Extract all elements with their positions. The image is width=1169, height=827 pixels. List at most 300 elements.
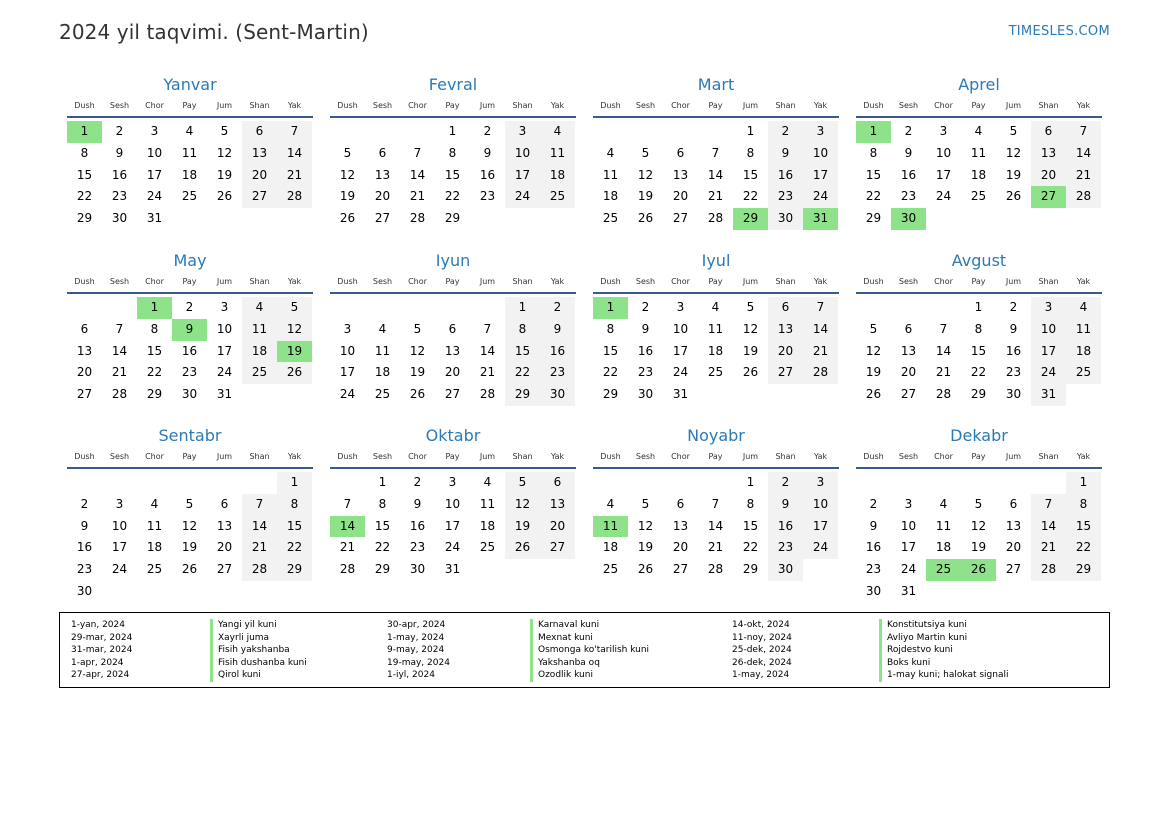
weekday-label: Yak: [287, 277, 302, 286]
day-cell: 30: [76, 583, 93, 598]
day-cell: 6: [1009, 496, 1018, 511]
day-cell: 30: [1005, 387, 1022, 402]
weekday-label: Jum: [1005, 452, 1022, 461]
weekend-day-cell: 7: [277, 121, 312, 143]
holiday-name: Yangi yil kuni: [210, 619, 307, 632]
day-cell: 19: [1005, 167, 1022, 182]
day-cell: 26: [339, 211, 356, 226]
day-cell: 18: [181, 167, 198, 182]
weekday-label: Pay: [445, 277, 460, 286]
holiday-name: Osmonga ko'tarilish kuni: [530, 644, 649, 657]
day-cell: 9: [483, 145, 492, 160]
empty-day-cell: [1066, 384, 1101, 406]
day-cell: 17: [111, 540, 128, 555]
day-cell: 16: [900, 167, 917, 182]
day-cell: 6: [676, 145, 685, 160]
day-cell: 11: [602, 167, 619, 182]
empty-day-cell: [663, 121, 698, 143]
day-cell: 22: [602, 365, 619, 380]
month-name: Oktabr: [425, 426, 481, 445]
legend-date-column: [387, 619, 450, 682]
month-name: Sentabr: [158, 426, 222, 445]
day-cell: 6: [448, 321, 457, 336]
weekday-label: Shan: [512, 101, 533, 110]
month-name: Iyun: [435, 251, 471, 270]
weekend-day-cell: 28: [1031, 559, 1066, 581]
empty-day-cell: [803, 559, 838, 581]
day-cell: 26: [181, 562, 198, 577]
month-may: [67, 250, 313, 406]
day-cell: 28: [409, 211, 426, 226]
empty-day-cell: [628, 121, 663, 143]
weekend-day-cell: 6: [768, 297, 803, 319]
day-cell: 9: [80, 518, 89, 533]
day-cell: 15: [602, 343, 619, 358]
weekend-day-cell: 25: [540, 186, 575, 208]
day-cell: 5: [974, 496, 983, 511]
weekday-label: Chor: [145, 452, 164, 461]
weekday-label: Dush: [600, 452, 621, 461]
weekend-day-cell: 3: [1031, 297, 1066, 319]
week-row: [856, 537, 1102, 559]
day-cell: 7: [413, 145, 422, 160]
day-cell: 8: [974, 321, 983, 336]
day-cell: 5: [185, 496, 194, 511]
day-cell: 14: [935, 343, 952, 358]
day-cell: 13: [76, 343, 93, 358]
weekend-day-cell: 14: [803, 319, 838, 341]
day-cell: 26: [1005, 189, 1022, 204]
legend-date-column: [71, 619, 132, 682]
day-cell: 27: [216, 562, 233, 577]
day-cell: 13: [444, 343, 461, 358]
day-cell: 6: [676, 496, 685, 511]
month-mart: [593, 74, 839, 230]
legend-name-column: [879, 619, 1009, 682]
weekday-label: Pay: [971, 277, 986, 286]
weekend-day-cell: 12: [277, 319, 312, 341]
day-cell: 18: [707, 343, 724, 358]
day-cell: 1: [974, 300, 983, 314]
weekend-day-cell: 25: [1066, 362, 1101, 384]
day-cell: 23: [1005, 365, 1022, 380]
week-row: [593, 208, 839, 230]
day-cell: 15: [374, 518, 391, 533]
day-cell: 11: [935, 518, 952, 533]
day-cell: 16: [1005, 343, 1022, 358]
empty-day-cell: [891, 472, 926, 494]
weekend-day-cell: 29: [505, 384, 540, 406]
weekday-label: Chor: [671, 101, 690, 110]
day-cell: 22: [146, 365, 163, 380]
site-logo-link[interactable]: TIMESLES.COM: [1008, 24, 1110, 39]
weekday-label: Chor: [145, 277, 164, 286]
day-cell: 19: [865, 365, 882, 380]
day-cell: 9: [413, 496, 422, 511]
weekday-label: Yak: [287, 452, 302, 461]
week-row: [856, 516, 1102, 538]
empty-day-cell: [102, 472, 137, 494]
weekend-day-cell: 23: [540, 362, 575, 384]
week-row: [593, 537, 839, 559]
weekday-header: [593, 447, 839, 469]
day-cell: 16: [865, 540, 882, 555]
empty-day-cell: [926, 472, 961, 494]
empty-day-cell: [435, 297, 470, 319]
holiday-name: Qirol kuni: [210, 669, 307, 682]
weekend-day-cell: 7: [1066, 121, 1101, 143]
empty-day-cell: [277, 384, 312, 406]
day-cell: 18: [970, 167, 987, 182]
day-cell: 27: [374, 211, 391, 226]
weekday-label: Sesh: [898, 452, 919, 461]
empty-day-cell: [330, 297, 365, 319]
month-name: Iyul: [701, 251, 731, 270]
day-cell: 15: [970, 343, 987, 358]
day-cell: 23: [900, 189, 917, 204]
day-cell: 4: [606, 145, 615, 160]
empty-day-cell: [505, 559, 540, 581]
week-row: [67, 581, 313, 603]
weekend-day-cell: 5: [505, 472, 540, 494]
day-cell: 23: [637, 365, 654, 380]
month-name: Avgust: [951, 251, 1007, 270]
week-row: [856, 143, 1102, 165]
weekday-label: Yak: [550, 277, 565, 286]
day-cell: 13: [672, 167, 689, 182]
day-cell: 3: [150, 124, 159, 138]
day-cell: 3: [343, 321, 352, 336]
weekend-day-cell: 14: [242, 516, 277, 538]
page-title: 2024 yil taqvimi. (Sent-Martin): [59, 20, 369, 44]
day-cell: 25: [970, 189, 987, 204]
day-cell: 15: [444, 167, 461, 182]
empty-day-cell: [961, 472, 996, 494]
day-cell: 26: [216, 189, 233, 204]
day-cell: 4: [974, 124, 983, 138]
weekday-label: Sesh: [635, 277, 656, 286]
holiday-name: Yakshanba oq: [530, 657, 649, 670]
holiday-date: 31-mar, 2024: [71, 645, 133, 655]
week-row: [67, 472, 313, 494]
weekday-header: [67, 447, 313, 469]
day-cell: 5: [1009, 124, 1018, 138]
week-row: [593, 516, 839, 538]
weekend-day-cell: 19: [505, 516, 540, 538]
day-cell: 13: [900, 343, 917, 358]
weekday-label: Sesh: [372, 452, 393, 461]
legend-name-column: [530, 619, 649, 682]
day-cell: 18: [479, 518, 496, 533]
holiday-day-cell: 14: [330, 516, 365, 538]
day-cell: 7: [711, 496, 720, 511]
weekday-label: Shan: [775, 452, 796, 461]
weekend-day-cell: 8: [1066, 494, 1101, 516]
holiday-name: Karnaval kuni: [530, 619, 649, 632]
day-cell: 23: [865, 562, 882, 577]
weekday-label: Shan: [512, 277, 533, 286]
day-cell: 11: [707, 321, 724, 336]
weekday-label: Shan: [249, 277, 270, 286]
weekend-day-cell: 28: [803, 362, 838, 384]
weekday-label: Yak: [287, 101, 302, 110]
weekday-label: Sesh: [109, 277, 130, 286]
week-row: [593, 362, 839, 384]
day-cell: 19: [181, 540, 198, 555]
day-cell: 2: [80, 496, 89, 511]
weekend-day-cell: 23: [768, 537, 803, 559]
weekday-label: Sesh: [635, 101, 656, 110]
month-name: Aprel: [958, 75, 1000, 94]
week-row: [593, 494, 839, 516]
empty-day-cell: [1066, 581, 1101, 603]
day-cell: 4: [185, 124, 194, 138]
day-cell: 17: [339, 365, 356, 380]
day-cell: 31: [672, 387, 689, 402]
day-cell: 5: [220, 124, 229, 138]
day-cell: 31: [146, 211, 163, 226]
day-cell: 28: [479, 387, 496, 402]
day-cell: 2: [641, 300, 650, 314]
holiday-day-cell: 11: [593, 516, 628, 538]
day-cell: 8: [869, 145, 878, 160]
month-name: Noyabr: [687, 426, 745, 445]
weekday-label: Shan: [775, 277, 796, 286]
weekday-header: [330, 272, 576, 294]
weekend-day-cell: 20: [540, 516, 575, 538]
day-cell: 5: [641, 496, 650, 511]
day-cell: 26: [409, 387, 426, 402]
day-cell: 24: [444, 540, 461, 555]
day-cell: 10: [900, 518, 917, 533]
weekday-label: Shan: [1038, 101, 1059, 110]
day-cell: 21: [339, 540, 356, 555]
weekday-label: Yak: [813, 277, 828, 286]
empty-day-cell: [926, 297, 961, 319]
day-cell: 31: [900, 583, 917, 598]
day-cell: 1: [448, 124, 457, 138]
weekend-day-cell: 28: [277, 186, 312, 208]
holiday-date: 9-may, 2024: [387, 645, 445, 655]
day-cell: 8: [746, 496, 755, 511]
day-cell: 16: [181, 343, 198, 358]
weekend-day-cell: 14: [277, 143, 312, 165]
day-cell: 19: [339, 189, 356, 204]
week-row: [856, 581, 1102, 603]
holiday-day-cell: 25: [926, 559, 961, 581]
empty-day-cell: [67, 472, 102, 494]
weekday-label: Dush: [74, 452, 95, 461]
day-cell: 13: [1005, 518, 1022, 533]
day-cell: 23: [479, 189, 496, 204]
day-cell: 12: [637, 167, 654, 182]
day-cell: 29: [602, 387, 619, 402]
day-cell: 2: [869, 496, 878, 511]
weekday-label: Dush: [74, 101, 95, 110]
weekend-day-cell: 22: [277, 537, 312, 559]
day-cell: 8: [150, 321, 159, 336]
empty-day-cell: [102, 297, 137, 319]
weekend-day-cell: 17: [803, 516, 838, 538]
weekend-day-cell: 21: [277, 165, 312, 187]
weekday-label: Yak: [1076, 277, 1091, 286]
holiday-day-cell: 1: [67, 121, 102, 143]
day-cell: 20: [374, 189, 391, 204]
day-cell: 24: [146, 189, 163, 204]
holiday-name: Konstitutsiya kuni: [879, 619, 1009, 632]
day-cell: 10: [339, 343, 356, 358]
weekend-day-cell: 4: [540, 121, 575, 143]
weekday-label: Dush: [74, 277, 95, 286]
day-cell: 22: [742, 540, 759, 555]
weekend-day-cell: 12: [505, 494, 540, 516]
day-cell: 4: [606, 496, 615, 511]
day-cell: 11: [374, 343, 391, 358]
day-cell: 2: [115, 124, 124, 138]
day-cell: 3: [676, 300, 685, 314]
empty-day-cell: [1031, 472, 1066, 494]
weekday-label: Jum: [479, 277, 496, 286]
day-cell: 30: [181, 387, 198, 402]
holiday-day-cell: 9: [172, 319, 207, 341]
day-cell: 2: [1009, 300, 1018, 314]
day-cell: 22: [970, 365, 987, 380]
day-cell: 25: [707, 365, 724, 380]
day-cell: 27: [1005, 562, 1022, 577]
empty-day-cell: [1066, 208, 1101, 230]
weekday-label: Jum: [1005, 101, 1022, 110]
day-cell: 21: [409, 189, 426, 204]
week-row: [856, 121, 1102, 143]
day-cell: 24: [339, 387, 356, 402]
weekday-label: Pay: [971, 101, 986, 110]
day-cell: 2: [185, 300, 194, 314]
day-cell: 18: [146, 540, 163, 555]
week-row: [67, 143, 313, 165]
empty-day-cell: [926, 208, 961, 230]
day-cell: 3: [904, 496, 913, 511]
holiday-name: Fisih dushanba kuni: [210, 657, 307, 670]
weekday-header: [593, 272, 839, 294]
weekday-label: Chor: [145, 101, 164, 110]
empty-day-cell: [961, 208, 996, 230]
weekend-day-cell: 9: [768, 494, 803, 516]
day-cell: 24: [216, 365, 233, 380]
day-cell: 18: [935, 540, 952, 555]
empty-day-cell: [856, 472, 891, 494]
day-cell: 21: [935, 365, 952, 380]
day-cell: 25: [602, 562, 619, 577]
day-cell: 30: [865, 583, 882, 598]
weekend-day-cell: 17: [505, 165, 540, 187]
empty-day-cell: [593, 121, 628, 143]
day-cell: 12: [1005, 145, 1022, 160]
holiday-name: Rojdestvo kuni: [879, 644, 1009, 657]
weekend-day-cell: 22: [1066, 537, 1101, 559]
day-cell: 18: [602, 189, 619, 204]
day-cell: 23: [181, 365, 198, 380]
day-cell: 7: [939, 321, 948, 336]
holiday-day-cell: 29: [733, 208, 768, 230]
week-row: [330, 516, 576, 538]
holiday-day-cell: 1: [856, 121, 891, 143]
day-cell: 12: [637, 518, 654, 533]
day-cell: 29: [444, 211, 461, 226]
weekday-label: Dush: [863, 101, 884, 110]
week-row: [856, 165, 1102, 187]
week-row: [330, 165, 576, 187]
day-cell: 1: [746, 475, 755, 489]
calendar-grid: [67, 74, 1107, 606]
day-cell: 13: [672, 518, 689, 533]
holiday-name: Mexnat kuni: [530, 632, 649, 645]
empty-day-cell: [505, 208, 540, 230]
day-cell: 14: [111, 343, 128, 358]
day-cell: 7: [115, 321, 124, 336]
weekend-day-cell: 14: [1031, 516, 1066, 538]
day-cell: 29: [970, 387, 987, 402]
weekend-day-cell: 23: [768, 186, 803, 208]
week-row: [67, 297, 313, 319]
weekday-label: Sesh: [109, 452, 130, 461]
week-row: [330, 121, 576, 143]
empty-day-cell: [207, 581, 242, 603]
empty-day-cell: [207, 472, 242, 494]
week-row: [330, 494, 576, 516]
week-row: [330, 537, 576, 559]
day-cell: 29: [374, 562, 391, 577]
day-cell: 8: [448, 145, 457, 160]
weekday-label: Shan: [1038, 277, 1059, 286]
day-cell: 27: [900, 387, 917, 402]
day-cell: 9: [115, 145, 124, 160]
day-cell: 19: [637, 540, 654, 555]
weekday-label: Sesh: [372, 101, 393, 110]
empty-day-cell: [698, 472, 733, 494]
weekend-day-cell: 25: [242, 362, 277, 384]
weekend-day-cell: 21: [1066, 165, 1101, 187]
weekend-day-cell: 28: [1066, 186, 1101, 208]
weekend-day-cell: 24: [803, 186, 838, 208]
holiday-day-cell: 19: [277, 341, 312, 363]
day-cell: 29: [76, 211, 93, 226]
week-row: [67, 516, 313, 538]
day-cell: 9: [1009, 321, 1018, 336]
month-iyun: [330, 250, 576, 406]
weekday-label: Yak: [1076, 101, 1091, 110]
holiday-day-cell: 26: [961, 559, 996, 581]
holiday-legend: [59, 612, 1110, 688]
weekend-day-cell: 31: [1031, 384, 1066, 406]
day-cell: 17: [216, 343, 233, 358]
holiday-name: Fisih yakshanba: [210, 644, 307, 657]
empty-day-cell: [102, 581, 137, 603]
holiday-date: 30-apr, 2024: [387, 620, 446, 630]
day-cell: 24: [935, 189, 952, 204]
day-cell: 28: [339, 562, 356, 577]
weekday-header: [330, 447, 576, 469]
weekend-day-cell: 27: [768, 362, 803, 384]
weekend-day-cell: 15: [1066, 516, 1101, 538]
empty-day-cell: [470, 559, 505, 581]
day-cell: 25: [146, 562, 163, 577]
weekday-label: Chor: [934, 101, 953, 110]
day-cell: 27: [672, 211, 689, 226]
weekday-label: Shan: [1038, 452, 1059, 461]
day-cell: 4: [711, 300, 720, 314]
empty-day-cell: [1031, 581, 1066, 603]
day-cell: 8: [606, 321, 615, 336]
